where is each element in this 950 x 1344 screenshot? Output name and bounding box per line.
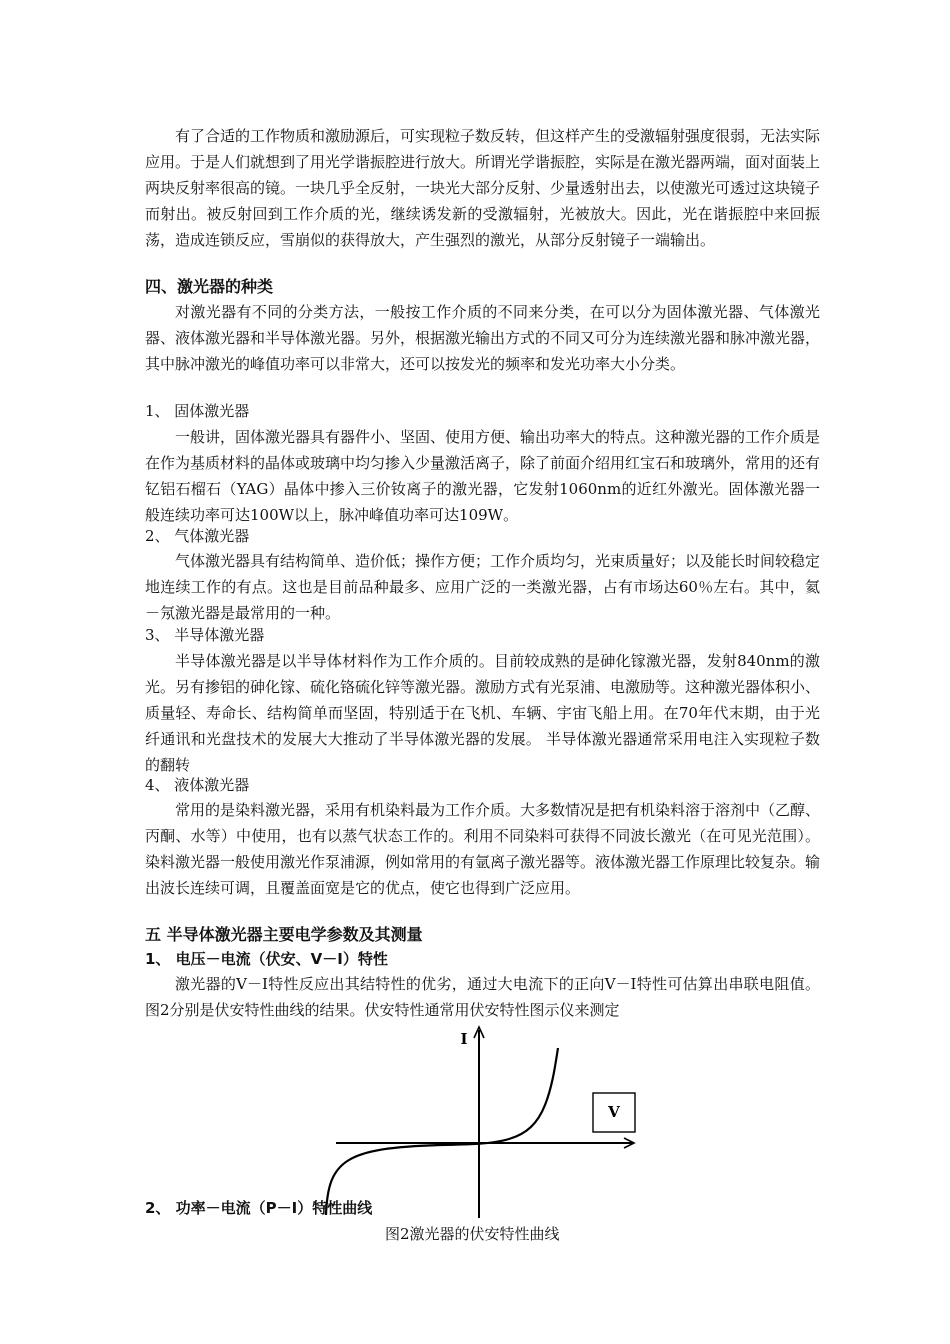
- paragraph-solid-laser: 一般讲，固体激光器具有器件小、坚固、使用方便、输出功率大的特点。这种激光器的工作介质是在作为基质材料的晶体或玻璃中均匀掺入少量激活离子，除了前面介绍用红宝石和玻璃外，常用的还有钇铝石榴石（YAG）晶体中掺入三价钕离子的激光器，它发射1060nm的近红外激光。固体激光器一般连续功率可达100W以上，脉冲峰值功率可达109W。: [145, 428, 821, 524]
- item-solid-laser: 1、 固体激光器: [145, 402, 250, 420]
- figure-caption: 图2激光器的伏安特性曲线: [385, 1225, 560, 1243]
- item-liquid-laser: 4、 液体激光器: [145, 776, 250, 794]
- paragraph-gas-laser: 气体激光器具有结构简单、造价低；操作方便；工作介质均匀，光束质量好；以及能长时间较稳定地连续工作的有点。这也是目前品种最多、应用广泛的一类激光器，占有市场达60％左右。其中，氦－氖激光器是最常用的一种。: [145, 552, 821, 622]
- v-label: V: [608, 1103, 620, 1121]
- paragraph-resonator: 有了合适的工作物质和激励源后，可实现粒子数反转，但这样产生的受激辐射强度很弱，无法实际应用。于是人们就想到了用光学谐振腔进行放大。所谓光学谐振腔，实际是在激光器两端，面对面装上两块反射率很高的镜。一块几乎全反射，一块光大部分反射、少量透射出去，以使激光可透过这块镜子而射出。被反射回到工作介质的光，继续诱发新的受激辐射，光被放大。因此，光在谐振腔中来回振荡，造成连锁反应，雪崩似的获得放大，产生强烈的激光，从部分反射镜子一端输出。: [145, 127, 821, 249]
- y-axis-label: I: [460, 1030, 468, 1048]
- item-semiconductor-laser: 3、 半导体激光器: [145, 626, 265, 644]
- paragraph-vi: 激光器的V－I特性反应出其结特性的优劣，通过大电流下的正向V－I特性可估算出串联电阻值。图2分别是伏安特性曲线的结果。伏安特性通常用伏安特性图示仪来测定: [145, 975, 820, 1019]
- heading-laser-types: 四、激光器的种类: [145, 277, 274, 296]
- paragraph-liquid-laser: 常用的是染料激光器，采用有机染料最为工作介质。大多数情况是把有机染料溶于溶剂中（乙醇、丙酮、水等）中使用，也有以蒸气状态工作的。利用不同染料可获得不同波长激光（在可见光范围）。染料激光器一般使用激光作泵浦源，例如常用的有氩离子激光器等。液体激光器工作原理比较复杂。输出波长连续可调，且覆盖面宽是它的优点，使它也得到广泛应用。: [145, 801, 821, 897]
- vi-curve: [326, 1048, 558, 1215]
- paragraph-semiconductor-laser: 半导体激光器是以半导体材料作为工作介质的。目前较成熟的是砷化镓激光器，发射840nm的激光。另有掺铝的砷化镓、硫化铬硫化锌等激光器。激励方式有光泵浦、电激励等。这种激光器体积小、质量轻、寿命长、结构简单而坚固，特别适于在飞机、车辆、宇宙飞船上用。在70年代末期，由于光纤通讯和光盘技术的发展大大推动了半导体激光器的发展。 半导体激光器通常采用电注入实现粒子数的翻转: [145, 652, 821, 774]
- subheading-pi: 2、 功率－电流（P－I）特性曲线: [145, 1199, 373, 1217]
- subheading-vi: 1、 电压－电流（伏安、V－I）特性: [145, 950, 388, 968]
- item-gas-laser: 2、 气体激光器: [145, 527, 250, 545]
- heading-electrical-params: 五 半导体激光器主要电学参数及其测量: [145, 925, 423, 944]
- paragraph-classification: 对激光器有不同的分类方法，一般按工作介质的不同来分类，在可以分为固体激光器、气体激光器、液体激光器和半导体激光器。另外，根据激光输出方式的不同又可分为连续激光器和脉冲激光器，其中脉冲激光的峰值功率可以非常大，还可以按发光的频率和发光功率大小分类。: [145, 303, 821, 373]
